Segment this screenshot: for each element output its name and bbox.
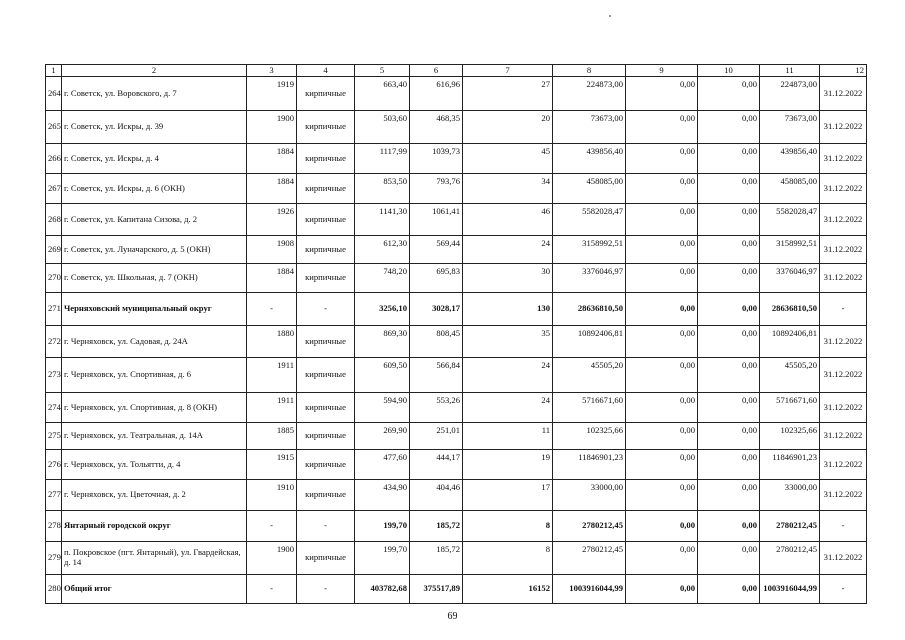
- living-area-cell: 553,26: [410, 393, 463, 423]
- build-year-cell: 1884: [247, 174, 297, 204]
- residents-cell: 8: [463, 511, 553, 542]
- total-area-cell: 1117,99: [355, 144, 410, 174]
- address-cell: г. Черняховск, ул. Цветочная, д. 2: [62, 480, 247, 511]
- column-number-1: 1: [46, 65, 62, 77]
- table-row: [46, 326, 867, 358]
- completion-date-cell: 31.12.2022: [820, 358, 867, 393]
- build-year-cell: 1908: [247, 236, 297, 264]
- total-area-cell: 503,60: [355, 111, 410, 144]
- table-row: [46, 542, 867, 575]
- total-cost-cell: 11846901,23: [553, 450, 626, 480]
- total-cost-cell: 2780212,45: [553, 542, 626, 575]
- scan-speck: [609, 15, 611, 17]
- total-area-cell: 199,70: [355, 542, 410, 575]
- wall-material-cell: кирпичные: [297, 326, 355, 358]
- cost-budget-cell: 0,00: [698, 204, 760, 236]
- total-cost-cell: 2780212,45: [553, 511, 626, 542]
- living-area-cell: 251,01: [410, 423, 463, 450]
- residents-cell: 45: [463, 144, 553, 174]
- report-table-container: [45, 64, 866, 604]
- address-cell: г. Советск, ул. Луначарского, д. 5 (ОКН): [62, 236, 247, 264]
- living-area-cell: 1061,41: [410, 204, 463, 236]
- build-year-cell: 1911: [247, 393, 297, 423]
- address-cell: п. Покровское (пгт. Янтарный), ул. Гвардейская, д. 14: [62, 542, 247, 575]
- row-number-cell: 269: [46, 236, 62, 264]
- completion-date-cell: 31.12.2022: [820, 326, 867, 358]
- wall-material-cell: кирпичные: [297, 174, 355, 204]
- residents-cell: 17: [463, 480, 553, 511]
- total-cost-cell: 5582028,47: [553, 204, 626, 236]
- cost-other-cell: 11846901,23: [760, 450, 820, 480]
- total-cost-cell: 439856,40: [553, 144, 626, 174]
- row-number-cell: 274: [46, 393, 62, 423]
- living-area-cell: 569,44: [410, 236, 463, 264]
- cost-budget-cell: 0,00: [698, 575, 760, 604]
- cost-budget-cell: 0,00: [698, 264, 760, 293]
- cost-fund-cell: 0,00: [626, 326, 698, 358]
- wall-material-cell: кирпичные: [297, 144, 355, 174]
- table-body: [46, 65, 867, 604]
- cost-other-cell: 28636810,50: [760, 293, 820, 326]
- row-number-cell: 273: [46, 358, 62, 393]
- table-total-row: [46, 293, 867, 326]
- address-cell: г. Советск, ул. Школьная, д. 7 (ОКН): [62, 264, 247, 293]
- column-number-6: 6: [410, 65, 463, 77]
- wall-material-cell: кирпичные: [297, 236, 355, 264]
- total-cost-cell: 1003916044,99: [553, 575, 626, 604]
- cost-budget-cell: 0,00: [698, 358, 760, 393]
- total-area-cell: 477,60: [355, 450, 410, 480]
- wall-material-cell: кирпичные: [297, 264, 355, 293]
- address-cell: г. Советск, ул. Воровского, д. 7: [62, 77, 247, 111]
- column-number-4: 4: [297, 65, 355, 77]
- cost-budget-cell: 0,00: [698, 393, 760, 423]
- address-cell: г. Черняховск, ул. Театральная, д. 14А: [62, 423, 247, 450]
- cost-budget-cell: 0,00: [698, 174, 760, 204]
- table-row: [46, 480, 867, 511]
- residents-cell: 20: [463, 111, 553, 144]
- column-number-10: 10: [698, 65, 760, 77]
- build-year-cell: 1919: [247, 77, 297, 111]
- living-area-cell: 616,96: [410, 77, 463, 111]
- build-year-cell: 1880: [247, 326, 297, 358]
- cost-fund-cell: 0,00: [626, 204, 698, 236]
- table-row: [46, 236, 867, 264]
- cost-other-cell: 33000,00: [760, 480, 820, 511]
- address-cell: г. Советск, ул. Искры, д. 6 (ОКН): [62, 174, 247, 204]
- row-number-cell: 279: [46, 542, 62, 575]
- cost-other-cell: 439856,40: [760, 144, 820, 174]
- build-year-cell: 1915: [247, 450, 297, 480]
- living-area-cell: 404,46: [410, 480, 463, 511]
- living-area-cell: 468,35: [410, 111, 463, 144]
- cost-fund-cell: 0,00: [626, 575, 698, 604]
- row-number-cell: 264: [46, 77, 62, 111]
- cost-other-cell: 224873,00: [760, 77, 820, 111]
- cost-fund-cell: 0,00: [626, 423, 698, 450]
- cost-budget-cell: 0,00: [698, 542, 760, 575]
- completion-date-cell: -: [820, 511, 867, 542]
- completion-date-cell: 31.12.2022: [820, 480, 867, 511]
- address-cell: Общий итог: [62, 575, 247, 604]
- residents-cell: 30: [463, 264, 553, 293]
- wall-material-cell: кирпичные: [297, 204, 355, 236]
- total-cost-cell: 224873,00: [553, 77, 626, 111]
- total-area-cell: 3256,10: [355, 293, 410, 326]
- row-number-cell: 266: [46, 144, 62, 174]
- total-cost-cell: 73673,00: [553, 111, 626, 144]
- living-area-cell: 566,84: [410, 358, 463, 393]
- completion-date-cell: 31.12.2022: [820, 204, 867, 236]
- total-area-cell: 612,30: [355, 236, 410, 264]
- row-number-cell: 272: [46, 326, 62, 358]
- row-number-cell: 275: [46, 423, 62, 450]
- build-year-cell: 1900: [247, 111, 297, 144]
- cost-fund-cell: 0,00: [626, 264, 698, 293]
- cost-other-cell: 2780212,45: [760, 511, 820, 542]
- completion-date-cell: -: [820, 575, 867, 604]
- row-number-cell: 278: [46, 511, 62, 542]
- table-row: [46, 358, 867, 393]
- total-cost-cell: 102325,66: [553, 423, 626, 450]
- wall-material-cell: кирпичные: [297, 111, 355, 144]
- residents-cell: 24: [463, 393, 553, 423]
- build-year-cell: 1911: [247, 358, 297, 393]
- table-row: [46, 111, 867, 144]
- cost-other-cell: 3376046,97: [760, 264, 820, 293]
- row-number-cell: 268: [46, 204, 62, 236]
- cost-budget-cell: 0,00: [698, 450, 760, 480]
- row-number-cell: 280: [46, 575, 62, 604]
- row-number-cell: 265: [46, 111, 62, 144]
- total-area-cell: 748,20: [355, 264, 410, 293]
- total-area-cell: 609,50: [355, 358, 410, 393]
- residents-cell: 27: [463, 77, 553, 111]
- build-year-cell: 1885: [247, 423, 297, 450]
- total-cost-cell: 3376046,97: [553, 264, 626, 293]
- completion-date-cell: 31.12.2022: [820, 450, 867, 480]
- wall-material-cell: -: [297, 575, 355, 604]
- cost-fund-cell: 0,00: [626, 393, 698, 423]
- column-number-7: 7: [463, 65, 553, 77]
- cost-other-cell: 2780212,45: [760, 542, 820, 575]
- cost-other-cell: 5582028,47: [760, 204, 820, 236]
- column-number-3: 3: [247, 65, 297, 77]
- total-area-cell: 594,90: [355, 393, 410, 423]
- completion-date-cell: 31.12.2022: [820, 236, 867, 264]
- build-year-cell: -: [247, 575, 297, 604]
- wall-material-cell: кирпичные: [297, 423, 355, 450]
- total-cost-cell: 3158992,51: [553, 236, 626, 264]
- cost-budget-cell: 0,00: [698, 326, 760, 358]
- living-area-cell: 375517,89: [410, 575, 463, 604]
- build-year-cell: 1900: [247, 542, 297, 575]
- cost-budget-cell: 0,00: [698, 236, 760, 264]
- report-table: [45, 64, 867, 604]
- total-cost-cell: 5716671,60: [553, 393, 626, 423]
- wall-material-cell: кирпичные: [297, 480, 355, 511]
- address-cell: г. Черняховск, ул. Тольятти, д. 4: [62, 450, 247, 480]
- wall-material-cell: кирпичные: [297, 542, 355, 575]
- residents-cell: 34: [463, 174, 553, 204]
- completion-date-cell: 31.12.2022: [820, 144, 867, 174]
- row-number-cell: 271: [46, 293, 62, 326]
- address-cell: Черняховский муниципальный округ: [62, 293, 247, 326]
- table-row: [46, 144, 867, 174]
- table-total-row: [46, 575, 867, 604]
- table-row: [46, 264, 867, 293]
- cost-fund-cell: 0,00: [626, 480, 698, 511]
- completion-date-cell: 31.12.2022: [820, 423, 867, 450]
- build-year-cell: -: [247, 293, 297, 326]
- total-cost-cell: 10892406,81: [553, 326, 626, 358]
- living-area-cell: 695,83: [410, 264, 463, 293]
- cost-budget-cell: 0,00: [698, 511, 760, 542]
- completion-date-cell: 31.12.2022: [820, 393, 867, 423]
- cost-fund-cell: 0,00: [626, 511, 698, 542]
- cost-budget-cell: 0,00: [698, 111, 760, 144]
- residents-cell: 35: [463, 326, 553, 358]
- wall-material-cell: кирпичные: [297, 393, 355, 423]
- column-number-5: 5: [355, 65, 410, 77]
- cost-budget-cell: 0,00: [698, 144, 760, 174]
- table-total-row: [46, 511, 867, 542]
- living-area-cell: 808,45: [410, 326, 463, 358]
- table-row: [46, 450, 867, 480]
- table-row: [46, 393, 867, 423]
- address-cell: г. Советск, ул. Искры, д. 4: [62, 144, 247, 174]
- total-cost-cell: 28636810,50: [553, 293, 626, 326]
- living-area-cell: 1039,73: [410, 144, 463, 174]
- cost-other-cell: 3158992,51: [760, 236, 820, 264]
- cost-other-cell: 5716671,60: [760, 393, 820, 423]
- total-area-cell: 853,50: [355, 174, 410, 204]
- column-number-12: 12: [820, 65, 867, 77]
- completion-date-cell: 31.12.2022: [820, 542, 867, 575]
- table-row: [46, 77, 867, 111]
- completion-date-cell: 31.12.2022: [820, 174, 867, 204]
- wall-material-cell: -: [297, 511, 355, 542]
- build-year-cell: 1884: [247, 264, 297, 293]
- residents-cell: 16152: [463, 575, 553, 604]
- cost-other-cell: 102325,66: [760, 423, 820, 450]
- cost-budget-cell: 0,00: [698, 423, 760, 450]
- residents-cell: 130: [463, 293, 553, 326]
- cost-fund-cell: 0,00: [626, 542, 698, 575]
- address-cell: г. Черняховск, ул. Спортивная, д. 6: [62, 358, 247, 393]
- residents-cell: 8: [463, 542, 553, 575]
- total-area-cell: 869,30: [355, 326, 410, 358]
- table-row: [46, 174, 867, 204]
- total-cost-cell: 45505,20: [553, 358, 626, 393]
- cost-fund-cell: 0,00: [626, 450, 698, 480]
- total-area-cell: 663,40: [355, 77, 410, 111]
- address-cell: г. Черняховск, ул. Спортивная, д. 8 (ОКН): [62, 393, 247, 423]
- wall-material-cell: -: [297, 293, 355, 326]
- residents-cell: 24: [463, 358, 553, 393]
- cost-budget-cell: 0,00: [698, 77, 760, 111]
- page-number: 69: [447, 611, 458, 622]
- cost-other-cell: 1003916044,99: [760, 575, 820, 604]
- address-cell: г. Советск, ул. Капитана Сизова, д. 2: [62, 204, 247, 236]
- total-area-cell: 1141,30: [355, 204, 410, 236]
- total-cost-cell: 33000,00: [553, 480, 626, 511]
- address-cell: г. Советск, ул. Искры, д. 39: [62, 111, 247, 144]
- cost-fund-cell: 0,00: [626, 111, 698, 144]
- living-area-cell: 185,72: [410, 542, 463, 575]
- cost-budget-cell: 0,00: [698, 293, 760, 326]
- column-number-9: 9: [626, 65, 698, 77]
- completion-date-cell: 31.12.2022: [820, 77, 867, 111]
- residents-cell: 24: [463, 236, 553, 264]
- living-area-cell: 444,17: [410, 450, 463, 480]
- total-cost-cell: 458085,00: [553, 174, 626, 204]
- cost-fund-cell: 0,00: [626, 293, 698, 326]
- column-number-8: 8: [553, 65, 626, 77]
- residents-cell: 46: [463, 204, 553, 236]
- cost-fund-cell: 0,00: [626, 236, 698, 264]
- cost-fund-cell: 0,00: [626, 77, 698, 111]
- total-area-cell: 269,90: [355, 423, 410, 450]
- completion-date-cell: -: [820, 293, 867, 326]
- table-row: [46, 204, 867, 236]
- living-area-cell: 185,72: [410, 511, 463, 542]
- completion-date-cell: 31.12.2022: [820, 264, 867, 293]
- cost-fund-cell: 0,00: [626, 174, 698, 204]
- build-year-cell: 1910: [247, 480, 297, 511]
- table-row: [46, 423, 867, 450]
- build-year-cell: 1926: [247, 204, 297, 236]
- column-number-2: 2: [62, 65, 247, 77]
- cost-fund-cell: 0,00: [626, 358, 698, 393]
- row-number-cell: 270: [46, 264, 62, 293]
- wall-material-cell: кирпичные: [297, 77, 355, 111]
- cost-other-cell: 45505,20: [760, 358, 820, 393]
- residents-cell: 19: [463, 450, 553, 480]
- build-year-cell: -: [247, 511, 297, 542]
- cost-other-cell: 458085,00: [760, 174, 820, 204]
- total-area-cell: 434,90: [355, 480, 410, 511]
- total-area-cell: 403782,68: [355, 575, 410, 604]
- completion-date-cell: 31.12.2022: [820, 111, 867, 144]
- row-number-cell: 276: [46, 450, 62, 480]
- row-number-cell: 277: [46, 480, 62, 511]
- cost-other-cell: 73673,00: [760, 111, 820, 144]
- column-number-row: [46, 65, 867, 77]
- cost-fund-cell: 0,00: [626, 144, 698, 174]
- wall-material-cell: кирпичные: [297, 450, 355, 480]
- cost-other-cell: 10892406,81: [760, 326, 820, 358]
- cost-budget-cell: 0,00: [698, 480, 760, 511]
- residents-cell: 11: [463, 423, 553, 450]
- row-number-cell: 267: [46, 174, 62, 204]
- address-cell: Янтарный городской округ: [62, 511, 247, 542]
- living-area-cell: 3028,17: [410, 293, 463, 326]
- wall-material-cell: кирпичные: [297, 358, 355, 393]
- column-number-11: 11: [760, 65, 820, 77]
- address-cell: г. Черняховск, ул. Садовая, д. 24А: [62, 326, 247, 358]
- total-area-cell: 199,70: [355, 511, 410, 542]
- living-area-cell: 793,76: [410, 174, 463, 204]
- build-year-cell: 1884: [247, 144, 297, 174]
